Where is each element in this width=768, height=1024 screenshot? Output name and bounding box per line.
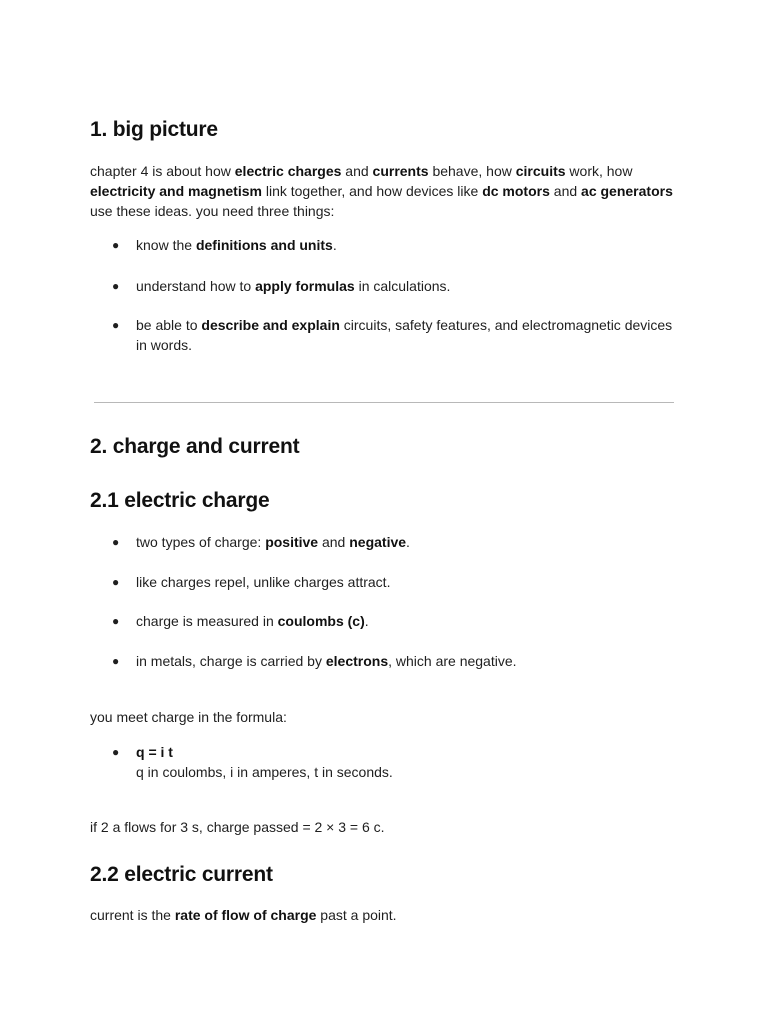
emphasis-text: negative (349, 534, 407, 550)
bullet-icon: ● (112, 745, 120, 759)
bullet-icon: ● (112, 318, 120, 332)
list-item-text: know the definitions and units. (136, 237, 337, 253)
list-item-text: two types of charge: positive and negative. (136, 534, 410, 550)
section-heading-charge-and-current: 2. charge and current (90, 435, 300, 458)
emphasis-text: dc motors (482, 183, 550, 199)
bullet-icon: ● (112, 238, 120, 252)
emphasis-text: q = i t (136, 744, 173, 760)
emphasis-text: positive (265, 534, 319, 550)
emphasis-text: rate of flow of charge (174, 907, 317, 923)
emphasis-text: ac generators (581, 183, 673, 199)
emphasis-text: apply formulas (255, 278, 355, 294)
formula-intro: you meet charge in the formula: (90, 709, 287, 725)
list-item (90, 742, 680, 782)
emphasis-text: electrons (325, 653, 389, 669)
list-item (90, 611, 680, 631)
emphasis-text: circuits (515, 163, 566, 179)
current-definition: current is the rate of flow of charge past a point. (90, 907, 397, 923)
list-item (90, 651, 680, 671)
list-item (90, 572, 680, 592)
emphasis-text: currents (372, 163, 429, 179)
emphasis-text: definitions and units (195, 237, 333, 253)
list-item-text: understand how to apply formulas in calculations. (136, 278, 451, 294)
list-item (90, 276, 680, 296)
emphasis-text: electric charges (234, 163, 342, 179)
bullet-icon: ● (112, 535, 120, 549)
emphasis-text: coulombs (c) (277, 613, 365, 629)
emphasis-text: electricity and magnetism (90, 183, 262, 199)
bullet-icon: ● (112, 575, 120, 589)
list-item (90, 315, 680, 355)
bullet-icon: ● (112, 279, 120, 293)
section-divider (94, 402, 674, 403)
subsection-heading-electric-current: 2.2 electric current (90, 863, 273, 886)
bullet-icon: ● (112, 614, 120, 628)
subsection-heading-electric-charge: 2.1 electric charge (90, 489, 270, 512)
big-picture-intro: chapter 4 is about how electric charges and currents behave, how circuits work, how electricity and magnetism link together, and how devices like dc motors and ac generators use these ideas. you need three things: (90, 163, 673, 219)
emphasis-text: describe and explain (201, 317, 340, 333)
charge-example: if 2 a flows for 3 s, charge passed = 2 × 3 = 6 c. (90, 819, 385, 835)
list-item-text: like charges repel, unlike charges attract. (136, 574, 391, 590)
list-item-text: in metals, charge is carried by electrons, which are negative. (136, 653, 517, 669)
list-item (90, 235, 680, 255)
list-item (90, 532, 680, 552)
list-item-text: charge is measured in coulombs (c). (136, 613, 369, 629)
section-heading-big-picture: 1. big picture (90, 118, 218, 141)
bullet-icon: ● (112, 654, 120, 668)
list-item-text: be able to describe and explain circuits, safety features, and electromagnetic devices in words. (136, 317, 673, 353)
formula-item-text: q = i t q in coulombs, i in amperes, t in seconds. (136, 744, 393, 780)
